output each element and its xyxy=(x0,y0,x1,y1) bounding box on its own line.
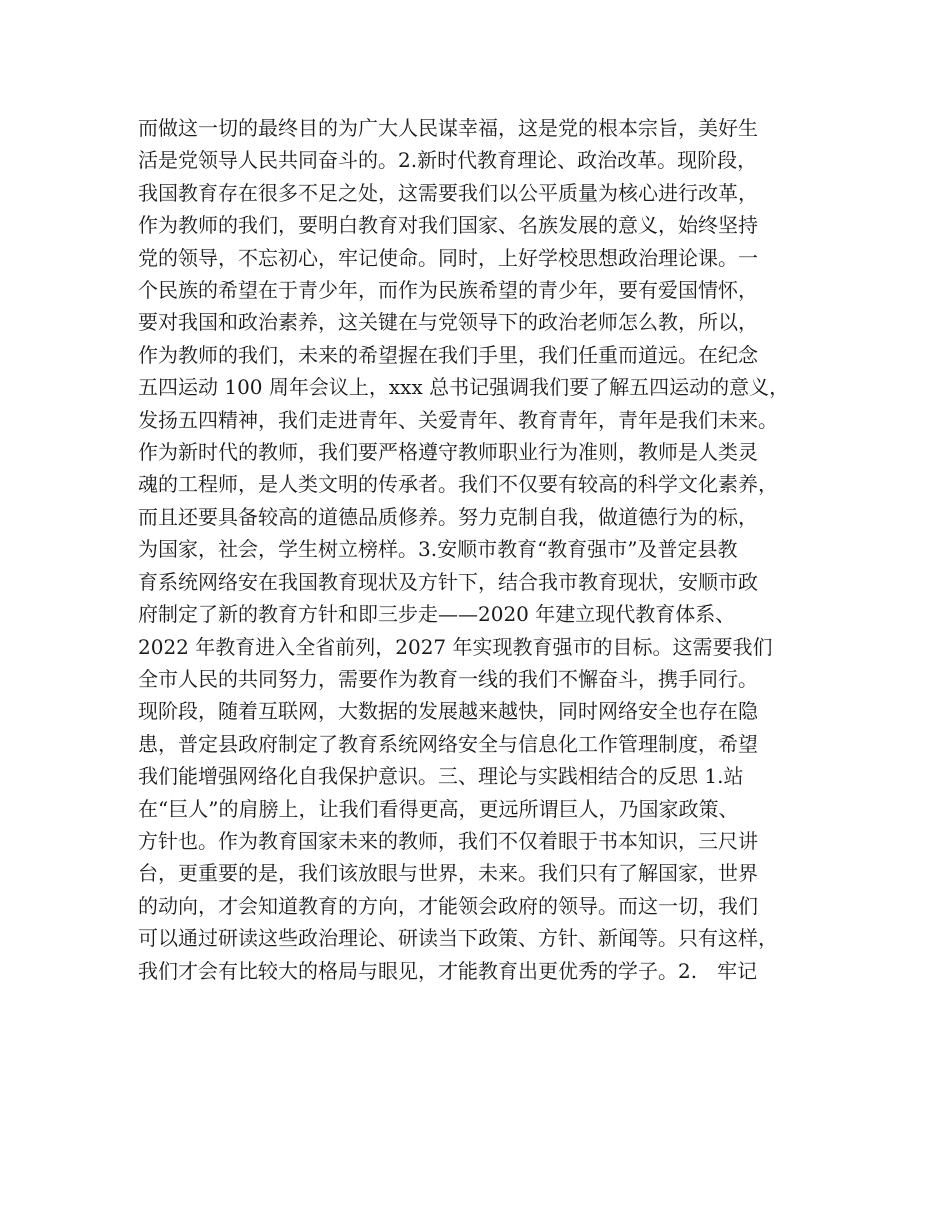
body-text xyxy=(138,112,838,987)
text-line: 在“巨人”的肩膀上，让我们看得更高，更远所谓巨人，乃国家政策、 xyxy=(138,796,739,821)
text-line: 活是党领导人民共同奋斗的。2.新时代教育理论、政治改革。现阶段， xyxy=(138,148,758,173)
text-line: 五四运动 100 周年会议上，xxx 总书记强调我们要了解五四运动的意义， xyxy=(138,375,790,400)
text-line: 党的领导，不忘初心，牢记使命。同时，上好学校思想政治理论课。一 xyxy=(138,245,758,270)
text-line: 为国家，社会，学生树立榜样。3.安顺市教育“教育强市”及普定县教 xyxy=(138,537,738,562)
text-line: 台，更重要的是，我们该放眼与世界，未来。我们只有了解国家，世界 xyxy=(138,861,758,886)
text-line: 我国教育存在很多不足之处，这需要我们以公平质量为核心进行改革， xyxy=(138,180,758,205)
text-line: 我们能增强网络化自我保护意识。三、理论与实践相结合的反思 1.站 xyxy=(138,764,744,789)
text-line: 患，普定县政府制定了教育系统网络安全与信息化工作管理制度，希望 xyxy=(138,731,758,756)
text-line: 府制定了新的教育方针和即三步走——2020 年建立现代教育体系、 xyxy=(138,602,736,627)
text-line: 发扬五四精神，我们走进青年、关爱青年、教育青年，青年是我们未来。 xyxy=(138,407,778,432)
text-line: 魂的工程师，是人类文明的传承者。我们不仅要有较高的科学文化素养， xyxy=(138,472,778,497)
text-line: 要对我国和政治素养，这关键在与党领导下的政治老师怎么教，所以， xyxy=(138,310,758,335)
text-line: 作为教师的我们，未来的希望握在我们手里，我们任重而道远。在纪念 xyxy=(138,342,758,367)
text-line: 可以通过研读这些政治理论、研读当下政策、方针、新闻等。只有这样， xyxy=(138,926,778,951)
text-line: 育系统网络安在我国教育现状及方针下，结合我市教育现状，安顺市政 xyxy=(138,569,758,594)
text-line: 2022 年教育进入全省前列，2027 年实现教育强市的目标。这需要我们 xyxy=(138,634,773,659)
text-line: 而且还要具备较高的道德品质修养。努力克制自我，做道德行为的标， xyxy=(138,504,758,529)
text-line: 我们才会有比较大的格局与眼见，才能教育出更优秀的学子。2. 牢记 xyxy=(138,958,758,983)
text-line: 作为新时代的教师，我们要严格遵守教师职业行为准则，教师是人类灵 xyxy=(138,440,758,465)
text-line: 现阶段，随着互联网，大数据的发展越来越快，同时网络安全也存在隐 xyxy=(138,699,758,724)
text-line: 全市人民的共同努力，需要作为教育一线的我们不懈奋斗，携手同行。 xyxy=(138,666,758,691)
text-line: 方针也。作为教育国家未来的教师，我们不仅着眼于书本知识，三尺讲 xyxy=(138,828,758,853)
text-line: 作为教师的我们，要明白教育对我们国家、名族发展的意义，始终坚持 xyxy=(138,213,758,238)
text-line: 而做这一切的最终目的为广大人民谋幸福，这是党的根本宗旨，美好生 xyxy=(138,116,758,140)
text-line: 个民族的希望在于青少年，而作为民族希望的青少年，要有爱国情怀， xyxy=(138,278,758,303)
text-line: 的动向，才会知道教育的方向，才能领会政府的领导。而这一切，我们 xyxy=(138,893,758,918)
